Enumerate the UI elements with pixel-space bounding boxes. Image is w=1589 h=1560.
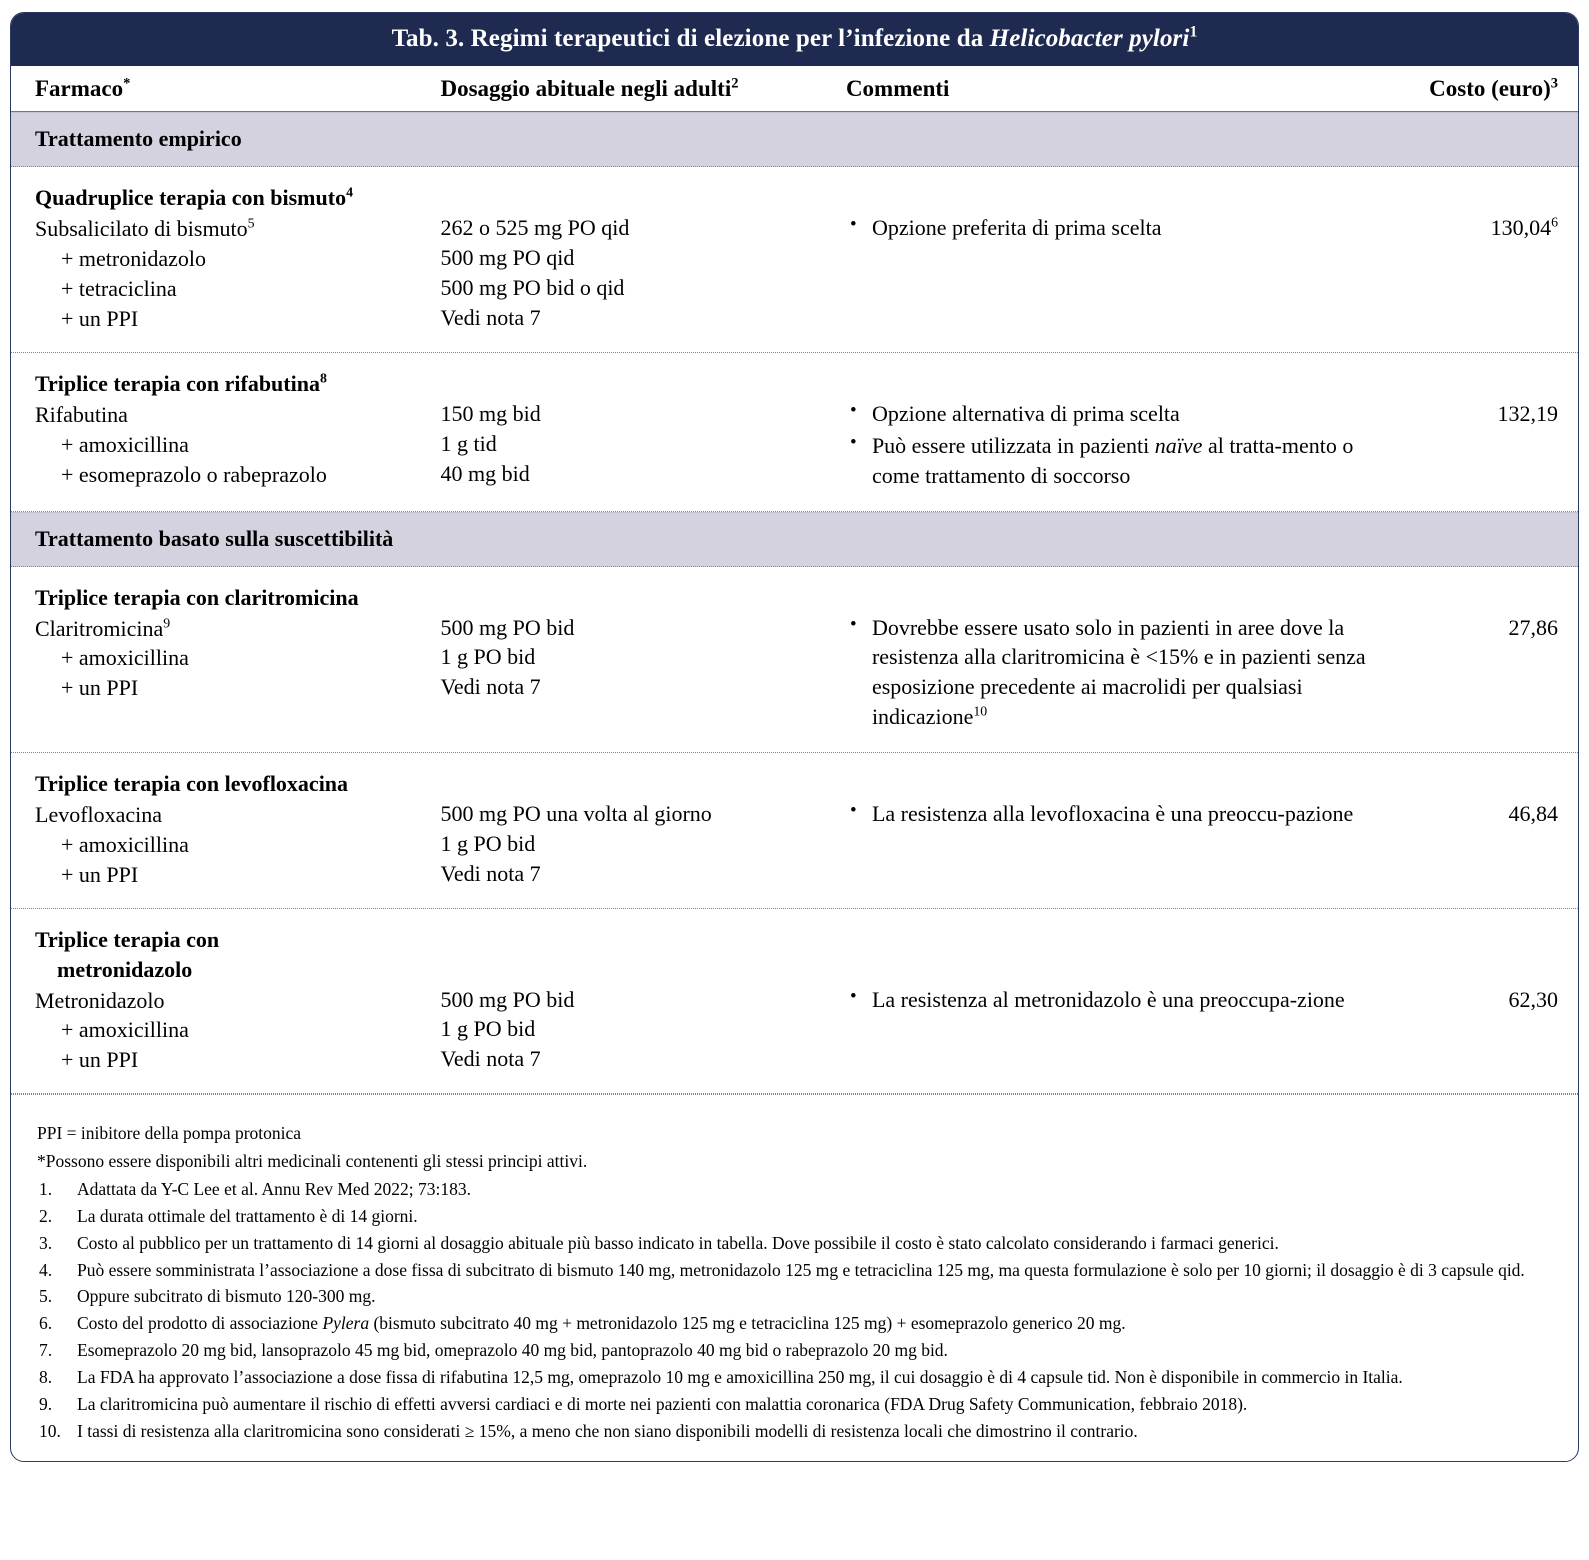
regimen-cost-cell (1405, 583, 1578, 735)
drug-line: + amoxicillina (61, 431, 189, 457)
drug-line: + tetraciclina (61, 276, 177, 302)
footnote-item: La durata ottimale del trattamento è di 14 giorni. (77, 1205, 418, 1226)
footnote-item: Costo al pubblico per un trattamento di 14 giorni al dosaggio abituale più basso indicato in tabella. Dove possibile il costo è stato calcolato considerando i farmaci generici. (77, 1232, 1279, 1253)
footnote-item: Può essere somministrata l’associazione a dose fissa di subcitrato di bismuto 140 mg, metronidazolo 125 mg e tetraciclina 125 mg, ma questa formulazione è solo per 10 giorni; il dosaggio è di 3 capsule qid. (77, 1259, 1525, 1280)
footnote-list (37, 1177, 1552, 1443)
footnote-item: La claritromicina può aumentare il rischio di effetti avversi cardiaci e di morte nei pazienti con malattia coronarica (FDA Drug Safety Communication, febbraio 2018). (77, 1393, 1248, 1414)
drug-line: + amoxicillina (61, 831, 189, 857)
regimen-title: Triplice terapia con claritromicina (35, 584, 359, 610)
dose-line: 500 mg PO bid o qid (440, 275, 625, 301)
drug-line: + metronidazolo (61, 246, 206, 272)
footnotes-section (11, 1094, 1578, 1461)
comment-item: • Può essere utilizzata in pazienti naïve al tratta-mento o come trattamento di soccorso (846, 431, 1405, 491)
drug-line: Metronidazolo (35, 987, 165, 1013)
column-header-cost: Costo (euro)$^3$ (1429, 75, 1558, 101)
cost-value: 132,19 (1497, 400, 1558, 426)
regimen-drug-cell (11, 369, 440, 493)
section-header-suscettibilita: Trattamento basato sulla suscettibilità (11, 512, 1578, 567)
dose-line: 1 g PO bid (440, 1016, 536, 1042)
table-title-prefix: Tab. 3. Regimi terapeutici di elezione per l’infezione da (391, 25, 990, 52)
footnote-item: La FDA ha approvato l’associazione a dose fissa di rifabutina 12,5 mg, omeprazolo 10 mg e amoxicillina 250 mg, il cui dosaggio è di 4 capsule tid. Non è disponibile in commercio in Italia. (77, 1366, 1403, 1387)
drug-line: Rifabutina (35, 401, 128, 427)
drug-line: + un PPI (61, 1047, 139, 1073)
dose-line: 500 mg PO bid (440, 986, 575, 1012)
comment-item: • La resistenza alla levofloxacina è una preoccu-pazione (846, 799, 1405, 829)
dose-line: Vedi nota 7 (440, 860, 541, 886)
column-header-drug: Farmaco* (35, 75, 131, 101)
table-row (11, 567, 1578, 754)
regimen-title: Triplice terapia con metronidazolo (35, 925, 440, 985)
table-title-footnote-ref: 1 (1189, 23, 1198, 41)
regimen-cost-cell (1405, 925, 1578, 1076)
regimen-drug-cell (11, 583, 440, 735)
dose-line: 500 mg PO qid (440, 245, 575, 271)
regimen-title: Triplice terapia con rifabutina$^8$ (35, 370, 327, 396)
footnote-item: Oppure subcitrato di bismuto 120-300 mg. (77, 1286, 376, 1307)
comment-list (846, 399, 1405, 491)
table-row (11, 353, 1578, 512)
dose-line: Vedi nota 7 (440, 305, 541, 331)
column-header-drug-ref: * (123, 75, 131, 92)
regimen-dose-cell (440, 369, 845, 493)
dose-line: 150 mg bid (440, 400, 541, 426)
footnote-item: Esomeprazolo 20 mg bid, lansoprazolo 45 mg bid, omeprazolo 40 mg bid, pantoprazolo 40 mg bid o rabeprazolo 20 mg bid. (77, 1340, 948, 1361)
column-header-dose-ref: 2 (731, 75, 739, 92)
drug-line: + un PPI (61, 861, 139, 887)
regimen-title-continuation: metronidazolo (57, 956, 193, 982)
column-header-dose: Dosaggio abituale negli adulti$^2$ (440, 75, 739, 101)
regimen-cost-cell (1405, 769, 1578, 890)
table-row (11, 167, 1578, 353)
therapy-regimen-table (10, 12, 1579, 1462)
regimen-dose-cell (440, 769, 845, 890)
regimen-dose-cell (440, 183, 845, 334)
drug-line: + amoxicillina (61, 645, 189, 671)
drug-line: Levofloxacina (35, 802, 163, 828)
comment-item: • La resistenza al metronidazolo è una preoccupa-zione (846, 985, 1405, 1015)
column-header-row (11, 66, 1578, 112)
regimen-drug-cell (11, 925, 440, 1076)
drug-line: + esomeprazolo o rabeprazolo (61, 461, 327, 487)
drug-line: + un PPI (61, 306, 139, 332)
regimen-drug-cell (11, 183, 440, 334)
regimen-dose-cell (440, 583, 845, 735)
regimen-comments-cell (846, 583, 1405, 735)
dose-line: 500 mg PO bid (440, 614, 575, 640)
regimen-cost-cell (1405, 183, 1578, 334)
comment-list (846, 799, 1405, 829)
table-title-organism: Helicobacter pylori (989, 25, 1190, 52)
column-header-cost-ref: 3 (1550, 75, 1558, 92)
regimen-drug-cell (11, 769, 440, 890)
regimen-comments-cell (846, 925, 1405, 1076)
drug-line: Subsalicilato di bismuto$^5$ (35, 216, 255, 242)
cost-value: 130,04$^6$ (1490, 215, 1558, 241)
regimen-title: Quadruplice terapia con bismuto$^4$ (35, 185, 354, 211)
regimen-comments-cell (846, 369, 1405, 493)
regimen-comments-cell (846, 183, 1405, 334)
dose-line: Vedi nota 7 (440, 674, 541, 700)
table-row (11, 909, 1578, 1095)
cost-value: 27,86 (1508, 614, 1558, 640)
cost-value: 62,30 (1508, 986, 1558, 1012)
cost-value: 46,84 (1508, 801, 1558, 827)
regimen-comments-cell (846, 769, 1405, 890)
drug-line: + un PPI (61, 675, 139, 701)
drug-line: Claritromicina$^9$ (35, 615, 171, 641)
comment-item: • Dovrebbe essere usato solo in pazienti in aree dove la resistenza alla claritromicina è <15% e in pazienti senza esposizione precedente ai macrolidi per qualsiasi indicazione$^{10}$ (846, 613, 1405, 733)
footnote-item: Costo del prodotto di associazione Pylera (bismuto subcitrato 40 mg + metronidazolo 125 mg e tetraciclina 125 mg) + esomeprazolo generico 20 mg. (77, 1313, 1126, 1334)
comment-list (846, 985, 1405, 1015)
dose-line: Vedi nota 7 (440, 1046, 541, 1072)
regimen-dose-cell (440, 925, 845, 1076)
comment-item: • Opzione alternativa di prima scelta (846, 399, 1405, 429)
column-header-comments: Commenti (845, 76, 950, 101)
section-header-empirico: Trattamento empirico (11, 112, 1578, 167)
comment-item: • Opzione preferita di prima scelta (846, 213, 1405, 243)
footnote-item: Adattata da Y-C Lee et al. Annu Rev Med 2022; 73:183. (77, 1178, 471, 1199)
comment-list (846, 213, 1405, 243)
regimen-title: Triplice terapia con levofloxacina (35, 771, 349, 797)
comment-list (846, 613, 1405, 733)
dose-line: 40 mg bid (440, 460, 530, 486)
dose-line: 262 o 525 mg PO qid (440, 215, 630, 241)
dose-line: 1 g PO bid (440, 830, 536, 856)
footnote-abbreviation: PPI = inibitore della pompa protonica (37, 1123, 302, 1144)
footnote-asterisk: *Possono essere disponibili altri medicinali contenenti gli stessi principi attivi. (37, 1151, 588, 1172)
table-row (11, 753, 1578, 909)
regimen-cost-cell (1405, 369, 1578, 493)
dose-line: 1 g tid (440, 430, 497, 456)
footnote-item: I tassi di resistenza alla claritromicina sono considerati ≥ 15%, a meno che non siano disponibili modelli di resistenza locali che dimostrino il contrario. (77, 1420, 1138, 1441)
dose-line: 500 mg PO una volta al giorno (440, 801, 712, 827)
drug-line: + amoxicillina (61, 1017, 189, 1043)
table-title (11, 13, 1578, 66)
dose-line: 1 g PO bid (440, 644, 536, 670)
